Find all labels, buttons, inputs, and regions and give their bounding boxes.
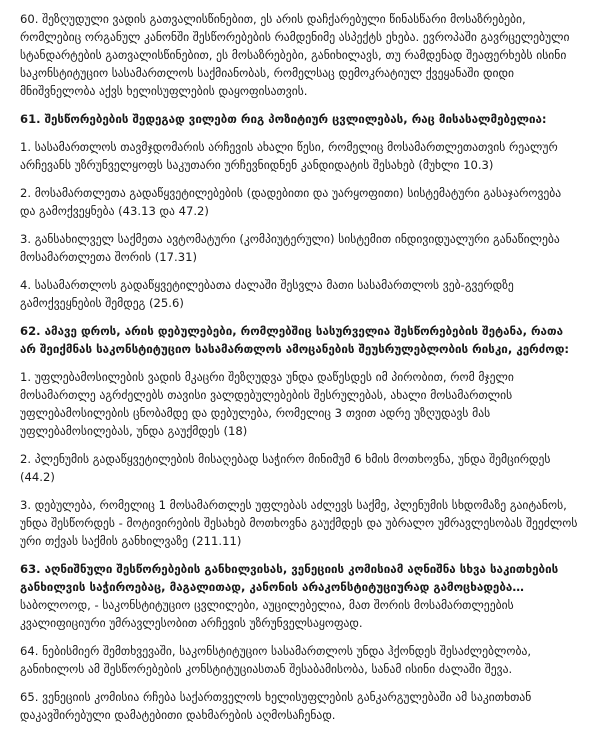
item-61-3: 3. განსახილველ საქმეთა ავტომატური (კომპიუტერული) სისტემით ინდივიდუალური განაწილება მოსამართლეთა შორის (17.31) — [20, 232, 560, 264]
item-61-4: 4. სასამართლოს გადაწყვეტილებათა ძალაში შესვლა მათი სასამართლოს ვებ-გვერდზე გამოქვეყნების შემდეგ (25.6) — [20, 278, 514, 310]
item-61-2: 2. მოსამართლეთა გადაწყვეტილებების (დადებითი და უარყოფითი) სისტემატური გასაჯაროვება და გამოქვეყნება (43.13 და 47.2) — [20, 186, 562, 218]
heading-63: 63. აღნიშნული შესწორებების განხილვისას, ვენეციის კომისიამ აღნიშნა სხვა საკითხების განხილვის საჭიროებაც, მაგალითად, კანონის არაკონსტიტუციურად გამოცხადება… — [20, 562, 559, 594]
paragraph-63-text: საბოლოოდ, - საკონსტიტუციო ცვლილები, აუცილებელია, მათ შორის მოსამართლეების კვალიფიციური უმრავლესობით არჩევის უზრუნველსაყოფად. — [20, 598, 514, 630]
item-61-1: 1. სასამართლოს თავმჯდომარის არჩევის ახალი წესი, რომელიც მოსამართლეთათვის რეალურ არჩევანს უზრუნველყოფს საკუთარი ურჩევნიდნენ კანდიდატის შესახებ (მუხლი 10.3) — [20, 140, 558, 172]
paragraph-63 — [20, 560, 580, 632]
item-62-1: 1. უფლებამოსილების ვადის მკაცრი შეზღუდვა უნდა დაწესდეს იმ პირობით, რომ მჯელი მოსამართლე აგრძელებს თავისი ვალდებულებების შესრულებას, ახალი მოსამართლის უფლებამოსილების ცნობამდე და დებულება, რომელიც 3 თვით ადრე უზღუდავს მას უფლებამოსილებას, უნდა გაუქმდეს (18) — [20, 370, 514, 438]
item-62-2: 2. პლენუმის გადაწყვეტილების მისაღებად საჭირო მინიმუმ 6 ხმის მოთხოვნა, უნდა შემცირდეს (44.2) — [20, 452, 551, 484]
paragraph-65: 65. ვენეციის კომისია რჩება საქართველოს ხელისუფლების განკარგულებაში ამ საკითხთან დაკავშირებული დამატებითი დახმარების აღმოსაჩენად. — [20, 690, 532, 722]
paragraph-64: 64. ნებისმიერ შემთხვევაში, საკონსტიტუციო სასამართლოს უნდა ჰქონდეს შესაძლებლობა, განიხილოს ამ შესწორებების კონსტიტუციასთან შესაბამისობა, სანამ ისინი ძალაში შევა. — [20, 644, 532, 676]
heading-62: 62. ამავე დროს, არის დებულებები, რომლებშიც სასურველია შესწორებების შეტანა, რათა არ შეიქმნას საკონსტიტუციო სასამართლოს ამოცანების შეუსრულებლობის რისკი, კერძოდ: — [20, 324, 570, 356]
paragraph-60: 60. შეზღუდული ვადის გათვალისწინებით, ეს არის დაჩქარებული წინასწარი მოსაზრებები, რომლებიც ორგანულ კანონში შესწორებების რამდენიმე ასპექტს ეხება. ევროპაში გავრცელებული სტანდარტების გათვალისწინებით, ეს მოსაზრებები, განიხილავს, თუ რამდენად შეაფერხებს ისინი საკონსტიტუციო სასამართლოს საქმიანობას, რომელსაც დემოკრატიულ ქვეყანაში დიდი მნიშვნელობა აქვს ხელისუფლების დაყოფისათვის. — [20, 12, 570, 98]
item-62-3: 3. დებულება, რომელიც 1 მოსამართლეს უფლებას აძლევს საქმე, პლენუმის სხდომაზე გაიტანოს, უნდა შესწორდეს - მოტივირების შესახებ მოთხოვნა გაუქმდეს და უბრალო უმრავლესობას შეეძლოს ური თქვას საქმის განხილვაზე (211.11) — [20, 498, 578, 548]
heading-61: 61. შესწორებების შედეგად ვილებთ რიგ პოზიტიურ ცვლილებას, რაც მისასალმებელია: — [20, 112, 547, 126]
